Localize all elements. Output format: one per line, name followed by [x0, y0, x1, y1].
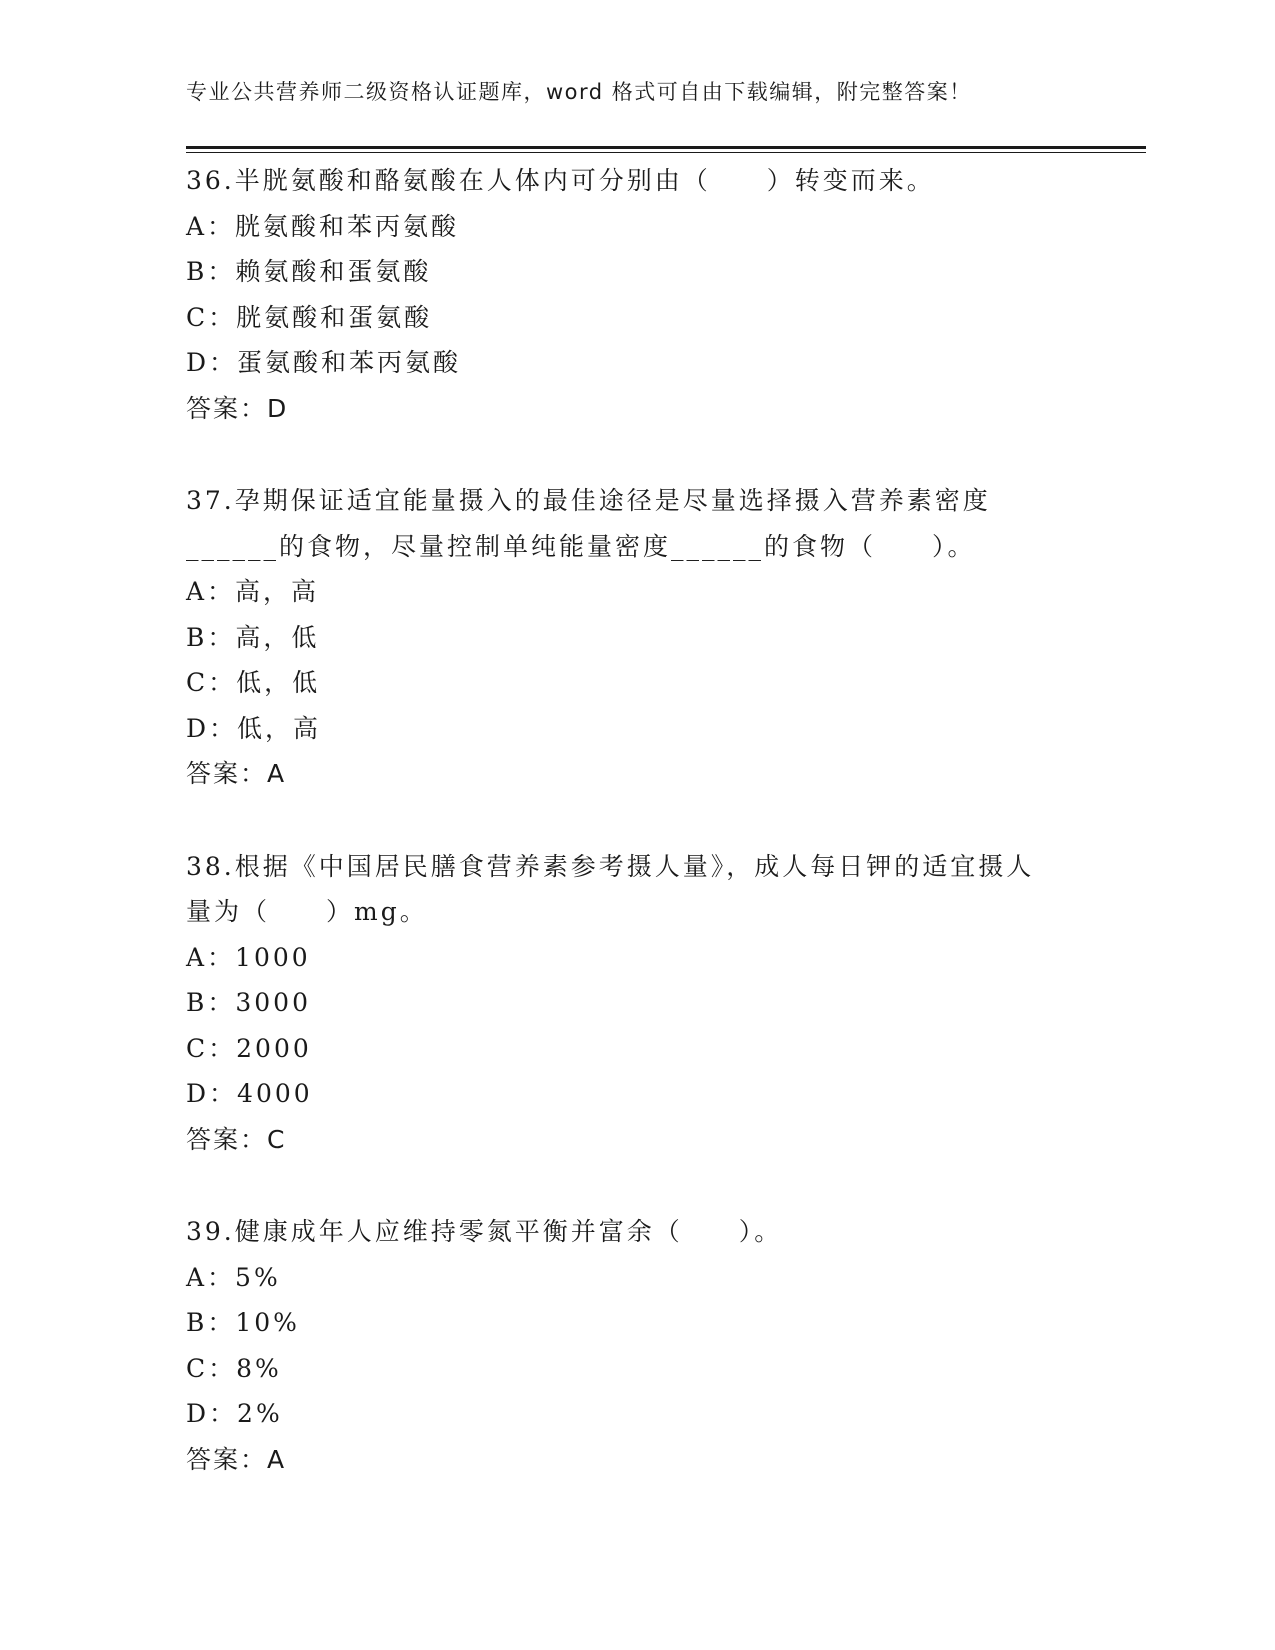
question-list: [186, 158, 1106, 1529]
answer: 答案：A: [186, 1444, 287, 1474]
question-text-cont: ______的食物，尽量控制单纯能量密度______的食物（ ）。: [186, 531, 976, 561]
option-a: A：高，高: [186, 577, 320, 606]
header-rule-thick: [186, 146, 1146, 149]
option-d: D：蛋氨酸和苯丙氨酸: [186, 348, 462, 377]
question-text: 36.半胱氨酸和酪氨酸在人体内可分别由（ ）转变而来。: [186, 166, 935, 195]
option-d: D：4000: [186, 1079, 313, 1108]
answer: 答案：C: [186, 1124, 287, 1154]
header-rule-thin: [186, 152, 1146, 153]
option-d: D：低，高: [186, 713, 322, 743]
question-text: 37.孕期保证适宜能量摄入的最佳途径是尽量选择摄入营养素密度: [186, 486, 991, 515]
question-text: 38.根据《中国居民膳食营养素参考摄人量》，成人每日钾的适宜摄人: [186, 851, 1035, 881]
option-a: A：5%: [186, 1262, 281, 1292]
option-c: C：低，低: [186, 668, 321, 697]
option-b: B：高，低: [186, 622, 320, 652]
question-37: [186, 478, 1106, 797]
question-text-cont: 量为（ ）mg。: [186, 897, 428, 926]
option-b: B：10%: [186, 1308, 300, 1337]
question-39: [186, 1209, 1106, 1482]
answer: 答案：D: [186, 393, 289, 423]
option-a: A：1000: [186, 942, 311, 972]
option-d: D：2%: [186, 1399, 283, 1428]
question-36: [186, 158, 1106, 431]
question-text: 39.健康成年人应维持零氮平衡并富余（ ）。: [186, 1217, 783, 1246]
option-b: B：赖氨酸和蛋氨酸: [186, 257, 432, 286]
option-c: C：8%: [186, 1353, 282, 1383]
question-38: [186, 844, 1106, 1163]
option-c: C：胱氨酸和蛋氨酸: [186, 302, 433, 332]
option-c: C：2000: [186, 1033, 312, 1063]
answer: 答案：A: [186, 759, 287, 788]
option-b: B：3000: [186, 988, 311, 1017]
page-header: 专业公共营养师二级资格认证题库，word 格式可自由下载编辑，附完整答案！: [186, 80, 972, 104]
option-a: A：胱氨酸和苯丙氨酸: [186, 211, 460, 241]
